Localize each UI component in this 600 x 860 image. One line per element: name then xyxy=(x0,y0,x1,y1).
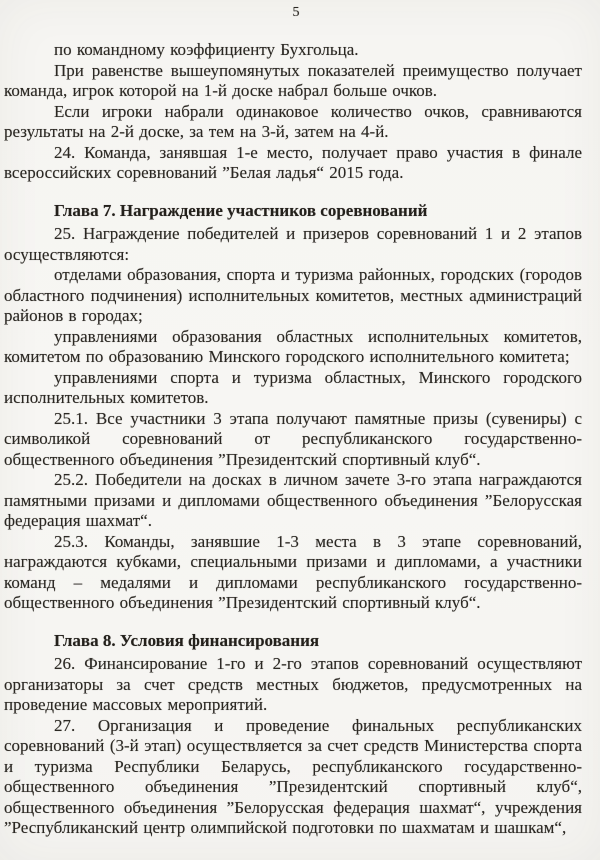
paragraph-continuation: по командному коэффициенту Бухгольца. xyxy=(54,40,359,59)
document-content xyxy=(4,40,582,839)
section-heading-chapter-8: Глава 8. Условия финансирования xyxy=(54,630,320,650)
paragraph: управлениями спорта и туризма областных, Минского городского исполнительных комитетов. xyxy=(4,367,582,407)
paragraph-item-25-2: 25.2. Победители на досках в личном зачете 3-го этапа награждаются памятными призами и дипломами общественного объединения ”Белорусская федерация шахмат“. xyxy=(4,470,582,530)
paragraph-item-25-1: 25.1. Все участники 3 этапа получают памятные призы (сувениры) с символикой соревнований от республиканского государственно-общественного объединения ”Президентский спортивный клуб“. xyxy=(4,408,582,469)
paragraph-item-25-3: 25.3. Команды, занявшие 1-3 места в 3 этапе соревнований, награждаются кубками, специальными призами и дипломами, а участники команд – медалями и дипломами республиканского государственно-общественного объединения ”Президентский спортивный клуб“. xyxy=(4,531,582,612)
paragraph: Если игроки набрали одинаковое количество очков, сравниваются результаты на 2-й доске, за тем на 3-й, затем на 4-й. xyxy=(4,101,582,141)
paragraph-item-27: 27. Организация и проведение финальных республиканских соревнований (3-й этап) осуществляется за счет средств Министерства спорта и туризма Республики Беларусь, республиканского государственно-общественного объединения ”Президентский спортивный клуб“, общественного объединения ”Белорусская федерация шахмат“, учреждения ”Республиканский центр олимпийской подготовки по шахматам и шашкам“, xyxy=(4,715,582,837)
paragraph-item-25: 25. Награждение победителей и призеров соревнований 1 и 2 этапов осуществляются: xyxy=(4,224,582,264)
page-number: 5 xyxy=(292,5,300,20)
paragraph-item-24: 24. Команда, занявшая 1-е место, получает право участия в финале всероссийских соревнований ”Белая ладья“ 2015 года. xyxy=(4,142,582,182)
paragraph: управлениями образования областных исполнительных комитетов, комитетом по образованию Минского городского исполнительного комитета; xyxy=(4,326,582,366)
paragraph: При равенстве вышеупомянутых показателей преимущество получает команда, игрок которой на 1-й доске набрал больше очков. xyxy=(4,60,582,100)
section-heading-chapter-7: Глава 7. Награждение участников соревнований xyxy=(54,200,428,220)
paragraph: отделами образования, спорта и туризма районных, городских (городов областного подчинения) исполнительных комитетов, местных администраций районов в городах; xyxy=(4,265,582,325)
paragraph-item-26: 26. Финансирование 1-го и 2-го этапов соревнований осуществляют организаторы за счет средств местных бюджетов, предусмотренных на проведение массовых мероприятий. xyxy=(4,654,582,714)
